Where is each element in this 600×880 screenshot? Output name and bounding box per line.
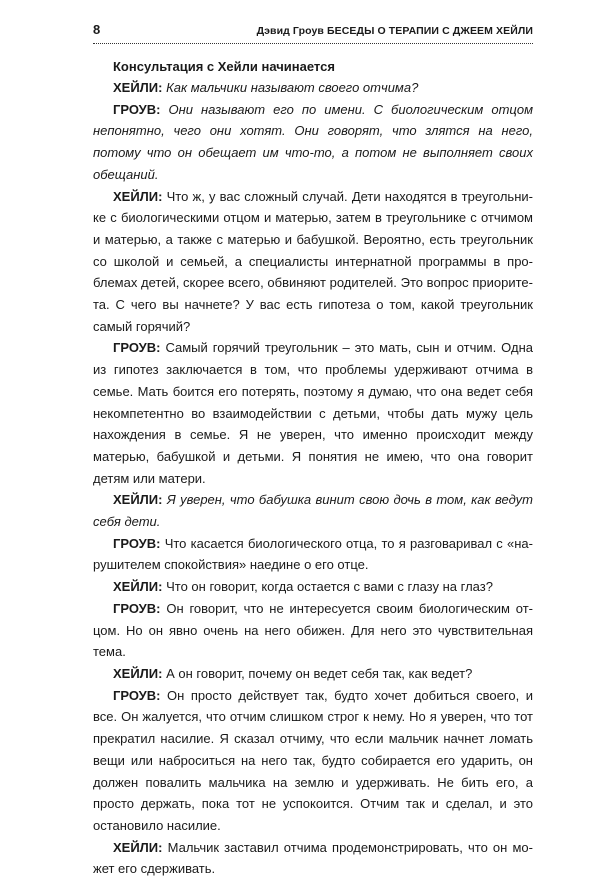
speaker-label: ГРОУВ: <box>113 687 161 703</box>
speaker-label: ХЕЙЛИ: <box>113 579 163 595</box>
speaker-label: ХЕЙЛИ: <box>113 492 163 508</box>
page-header <box>93 22 533 39</box>
section-heading: Консультация с Хейли начинается <box>113 59 335 74</box>
dialogue-text: Что касается биологического отца, то я разговаривал с «нарушителем спокойствия» наедине о его отце. <box>93 535 533 573</box>
dialogue-paragraph <box>93 489 533 532</box>
dialogue-paragraph <box>93 837 533 880</box>
dialogue-text: Он говорит, что не интересуется своим биологическим отцом. Но он явно очень на него обижен. Для него это чувствительная тема. <box>93 600 533 660</box>
dialogue-text: Что ж, у вас сложный случай. Дети находятся в треугольнике с биологическими отцом и матерью, затем в треугольнике с отчимом и матерью, а также с матерью и бабушкой. Вероятно, есть треугольник со школой и семьей, а специалисты интернатной программы в проблемах детей, скорее всего, обвиняют родителей. Это вопрос приоритета. С чего вы начнете? У вас есть гипотеза о том, какой треугольник самый горячий? <box>93 188 533 334</box>
dialogue-text: Они называют его по имени. С биологическим отцом непонятно, чего они хотят. Они говорят, что злятся на него, потому что он обещает им что-то, а потом не выполняет своих обещаний. <box>93 101 533 182</box>
running-title: Дэвид Гроув БЕСЕДЫ О ТЕРАПИИ С ДЖЕЕМ ХЕЙЛИ <box>256 25 533 37</box>
dialogue-paragraph <box>93 77 533 99</box>
dialogue-paragraph <box>93 99 533 186</box>
dialogue-text: А он говорит, почему он ведет себя так, как ведет? <box>166 665 473 681</box>
page-number: 8 <box>93 22 101 37</box>
dialogue-paragraph <box>93 685 533 837</box>
dialogue-text: Я уверен, что бабушка винит свою дочь в том, как ведут себя дети. <box>93 492 533 530</box>
dialogue-paragraph <box>93 186 533 338</box>
dialogue-text: Что он говорит, когда остается с вами с глазу на глаз? <box>166 579 493 595</box>
dialogue-paragraph <box>93 337 533 489</box>
dialogue-text: Как мальчики называют своего отчима? <box>166 80 419 95</box>
speaker-label: ГРОУВ: <box>113 101 161 117</box>
dialogue-text: Мальчик заставил отчима продемонстрировать, что он может его сдерживать. <box>93 839 533 877</box>
speaker-label: ХЕЙЛИ: <box>113 665 163 681</box>
speaker-label: ХЕЙЛИ: <box>113 839 163 855</box>
dialogue-paragraph <box>93 598 533 663</box>
speaker-label: ХЕЙЛИ: <box>113 188 163 204</box>
dialogue-text: Он просто действует так, будто хочет добиться своего, и все. Он жалуется, что отчим слишком строг к нему. Но я уверен, что тот прекратил насилие. Я сказал отчиму, что если мальчик начнет ломать вещи или наброситься на него так, будто собирается его ударить, он должен повалить мальчика на землю и удерживать. Не бить его, а просто держать, пока тот не успокоится. Отчим так и сделал, и это остановило насилие. <box>93 687 533 833</box>
header-dotted-rule <box>93 43 533 44</box>
speaker-label: ГРОУВ: <box>113 535 161 551</box>
book-page <box>93 22 533 880</box>
speaker-label: ХЕЙЛИ: <box>113 80 163 95</box>
speaker-label: ГРОУВ: <box>113 340 161 356</box>
speaker-label: ГРОУВ: <box>113 600 161 616</box>
dialogue-paragraph <box>93 663 533 685</box>
dialogue-text: Самый горячий треугольник – это мать, сын и отчим. Одна из гипотез заключается в том, что проблемы удерживают отчима в семье. Мать боится его потерять, поэтому я думаю, что она ведет себя некомпетентно во взаимодействии с детьми, чтобы дать мужу цель нахождения в семье. Я не уверен, что именно происходит между матерью, бабушкой и детьми. Я понятия не имею, что она говорит детям или матери. <box>93 340 533 486</box>
dialogue-paragraph <box>93 576 533 598</box>
dialogue-paragraph <box>93 533 533 576</box>
